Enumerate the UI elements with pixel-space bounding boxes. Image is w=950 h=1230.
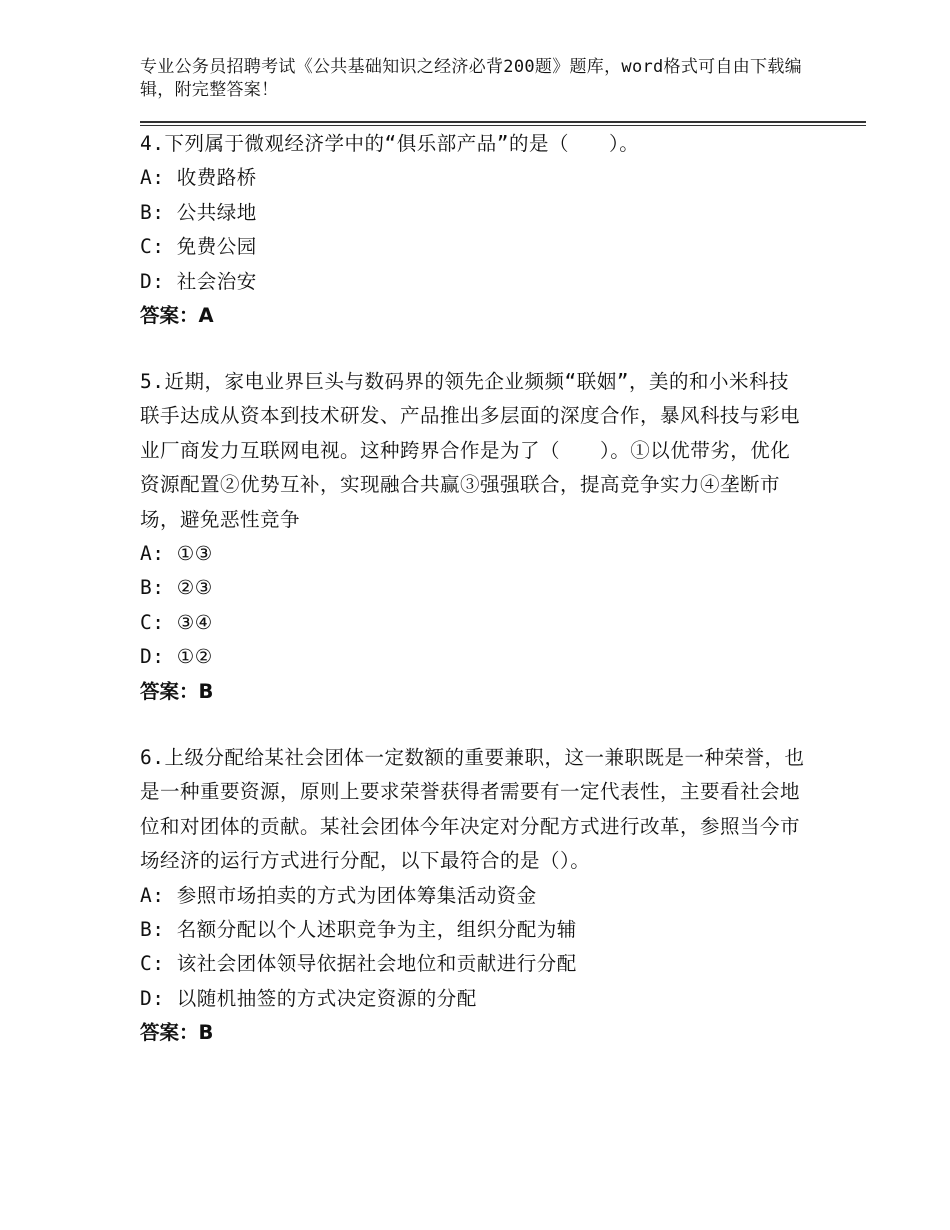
answer: 答案：B bbox=[140, 1021, 214, 1045]
document-header: 专业公务员招聘考试《公共基础知识之经济必背200题》题库，word格式可自由下载编辑，附完整答案！ bbox=[140, 57, 802, 100]
option-c: C: 免费公园 bbox=[140, 235, 257, 259]
question-stem: 4.下列属于微观经济学中的“俱乐部产品”的是（ ）。 bbox=[140, 132, 640, 155]
option-b: B: 名额分配以个人述职竞争为主，组织分配为辅 bbox=[140, 918, 577, 942]
option-d: D: 社会治安 bbox=[140, 269, 257, 293]
question-stem: 5.近期，家电业界巨头与数码界的领先企业频频“联姻”，美的和小米科技联手达成从资本到技术研发、产品推出多层面的深度合作，暴风科技与彩电业厂商发力互联网电视。这种跨界合作是为了（ ）。①以优带劣，优化资源配置②优势互补，实现融合共赢③强强联合，提高竞争实力④垄断市场，避免恶性竞争 bbox=[140, 370, 801, 531]
question-stem: 6.上级分配给某社会团体一定数额的重要兼职，这一兼职既是一种荣誉，也是一种重要资源，原则上要求荣誉获得者需要有一定代表性，主要看社会地位和对团体的贡献。某社会团体今年决定对分配方式进行改革，参照当今市场经济的运行方式进行分配，以下最符合的是（）。 bbox=[140, 746, 805, 873]
answer: 答案：A bbox=[140, 304, 214, 328]
option-b: B: ②③ bbox=[140, 576, 213, 600]
option-a: A: 收费路桥 bbox=[140, 166, 257, 190]
question-5 bbox=[140, 365, 805, 709]
option-d: D: ①② bbox=[140, 645, 213, 669]
option-c: C: 该社会团体领导依据社会地位和贡献进行分配 bbox=[140, 952, 577, 976]
header-divider-thin bbox=[140, 125, 866, 126]
option-d: D: 以随机抽签的方式决定资源的分配 bbox=[140, 986, 477, 1010]
option-a: A: 参照市场拍卖的方式为团体筹集活动资金 bbox=[140, 883, 537, 907]
header-divider-thick bbox=[140, 121, 866, 123]
option-b: B: 公共绿地 bbox=[140, 200, 257, 224]
option-a: A: ①③ bbox=[140, 542, 213, 566]
question-6 bbox=[140, 741, 805, 1051]
option-c: C: ③④ bbox=[140, 610, 213, 634]
answer: 答案：B bbox=[140, 679, 214, 703]
question-4 bbox=[140, 127, 805, 333]
